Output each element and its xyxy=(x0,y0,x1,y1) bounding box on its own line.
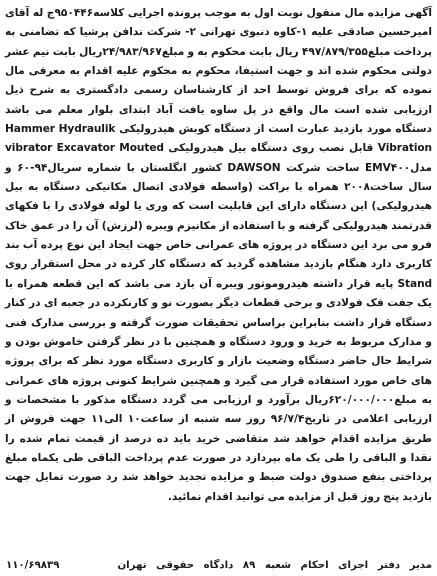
notice-code: ۱۱۰/۶۹۸۳۹ xyxy=(6,559,60,571)
notice-body-text: آگهی مزایده مال منقول نوبت اول به موجب پرونده اجرایی کلاسه۹۵۰۴۴۶ج له آقای امیرحسین صادقی علیه ۱-کاوه دنبوی تهرانی ۲- شرکت ندافن پرشیا که تضامنی به پرداخت مبلغ۴۹۷/۸۷۹/۳۵۵ ریال بابت محکوم به و مبلغ۲۴/۹۸۳/۹۶۷ریال بابت نیم عشر دولتی محکوم شده اند و جهت استیفا، محکوم به محکوم علیه اقدام به معرفی مال نموده که برای فروش توسط احد از کارشناسان رسمی دادگستری به شرح ذیل ارزیابی شده است مال واقع در پل ساوه یافت آباد ابتدای بلوار معلم می باشد دستگاه مورد بازدید عبارت است از دستگاه کوبش هیدرولیکی Hammer Hydraulik Vibration قابل نصب روی دستگاه بیل هیدرولیکی vibrator Excavator Mouted مدلEMV۴۰۰ ساخت شرکت DAWSON کشور انگلستان با شماره سریال۹۴-۶۰ و سال ساخت۲۰۰۸ همراه با براکت (واسطه فولادی اتصال مکانیکی دستگاه به بیل هیدرولیکی) این دستگاه دارای این قابلیت است که وری یا لوله فولادی را با فکهای قدرتمند هیدرولیکی گرفته و با استفاده از مکانیزم ویبره (لرزش) آن را در عمق خاک فرو می برد این دستگاه در پروژه های عمرانی خاص جهت ایجاد این نوع پرده آب بند کاربری دارد هنگام بازدید مشاهده گردید که دستگاه کار کرده در محل استقرار روی Stand پایه قرار داشته هیدروموتور ویبره آن بازد می باشد که این قطعه همراه با یک جفت فک فولادی و برخی قطعات دیگر بصورت نو و کارنکرده در جعبه ای در کنار دستگاه قرار داشت بنابراین براساس تحقیقات صورت گرفته و بررسی مدارک فنی و مدارک مربوط به خرید و ورود دستگاه و همچنین با در نظر گرفتن خاموش بودن و شرایط حال حاضر دستگاه وضعیت بازار و کاربری دستگاه مورد نظر که برای پروژه های خاص مورد استفاده قرار می گیرد و همچنین شرایط کنونی پروژه های عمرانی به مبلغ۶۲۰/۰۰۰/۰۰۰ریال برآورد و ارزیابی می گردد دستگاه مذکور با مشخصات و ارزیابی اعلامی در تاریخ۹۶/۷/۴ روز سه شنبه از ساعت۱۰ الی۱۱ جهت فروش از طریق مزایده اقدام خواهد شد متقاضی خرید باید ده درصد از قیمت تمام شده را نقدا و الباقی را طی یک ماه بپردازد در صورت عدم پرداخت الباقی طی یکماه مبلغ پرداختی بنفع صندوق دولت ضبط و مزایده تجدید خواهد شد رد صورت تمایل جهت بازدید پنج روز قبل از مزایده می توانید اقدام نمائید. xyxy=(5,7,433,503)
notice-footer xyxy=(6,557,432,573)
office-signature: مدیر دفتر اجرای احکام شعبه ۸۹ دادگاه حقوقی تهران xyxy=(117,559,432,571)
